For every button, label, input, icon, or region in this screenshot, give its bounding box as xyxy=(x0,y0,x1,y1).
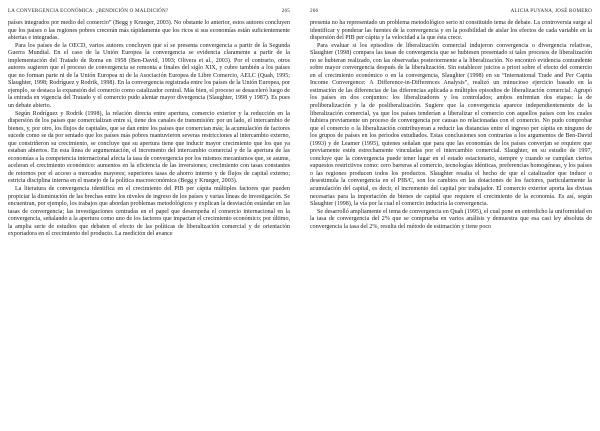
right-running-head xyxy=(310,6,592,16)
right-running-title: ALICIA PUYANA, JOSÉ ROMERO xyxy=(510,8,592,14)
right-page xyxy=(300,0,600,431)
left-body-text xyxy=(8,20,290,239)
paragraph: Según Rodríguez y Rodrik (1998), la relación directa entre apertura, comercio exterior y la reducción en la dispersión de los países que comercializan entre sí, tiene dos canales de transmisión: por un lado, el intercambio de bienes, y, por otro, los flujos de capitales, que se dan entre los países que comercian más; la acumulación de factores sucede como se da por sentado que los países más pobres mantuvieron severas restricciones al intercambio externo, que constriñeron su crecimiento, se concluye que su apertura tiene que inducir mayor crecimiento que los que ya estaban abiertos. En esta línea de argumentación, el incremento del intercambio comercial y de la apertura de las economías a la competencia internacional afecta la tasa de convergencia por los mismos mecanismos que, se asume, aceleran el crecimiento económico: aumentos en la eficiencia de las inversiones; crecimiento con tasas constantes de retornos por el acceso a mercados mayores; superiores tasas de ahorro interno y de flujos de capital externo; estricta disciplina interna en el manejo de la política macroeconómica (Begg y Krueger, 2003). xyxy=(8,110,290,185)
paragraph: Para los países de la OECD, varios autores concluyen que sí se presenta convergencia a partir de la Segunda Guerra Mundial. En el caso de la Unión Europea la convergencia se evidencia claramente a partir de la implementación del Tratado de Roma en 1958 (Ben-David, 1993; Olivera et al., 2003). Por el contrario, otros autores sugieren que el proceso de convergencia se remonta a finales del siglo XIX, y cubre también a los países que no forman parte ni de la Unión Europea ni de la Asociación Europea de Libre Comercio, AELC (Quah, 1995; Slaughter, 1998; Rodríguez y Rodrik, 1998). En la convergencia registrada entre los países de la Unión Europea, por ejemplo, se destaca la expansión del comercio como catalizador central. Más bien, el proceso se desaceleró luego de la entrada en vigencia del Tratado y el comercio pudo alentar mayor divergencia (Slaughter, 1998 y 1987). Es pues un debate abierto. xyxy=(8,42,290,110)
paragraph: países integrados por medio del comercio” (Begg y Krueger, 2003). No obstante lo anterior, estos autores concluyen que los países o las regiones pobres crecerán más rápidamente que los ricos si sus economías están suficientemente abiertas e integradas. xyxy=(8,20,290,42)
left-running-head xyxy=(8,6,290,16)
paragraph: Se desarrolló ampliamente el tema de convergencia en Quah (1995), el cual pone en entredicho la uniformidad en la tasa de convergencia del 2% que se comprueba en varios análisis y demuestra que esa casi ley absoluta de convergencia la tasa del 2%, resulta del método de estimación y tiene poco xyxy=(310,208,592,230)
left-page-number: 265 xyxy=(281,8,290,14)
paragraph: La literatura de convergencia identifica en el crecimiento del PIB per cápita múltiples factores que pueden propiciar la disminución de las brechas entre los niveles de ingreso de los países y varias líneas de investigación. Se encuentran, por ejemplo, los trabajos que abordan problemas metodológicos y explican la desviación estándar en las tasas de convergencia; las investigaciones centradas en el papel que desempeña el comercio internacional en la convergencia, señalando a la apertura como uno de los factores que impactan el crecimiento económico; por último, la amplia serie de estudios que debaten el efecto de las políticas de liberalización comercial y de orientación exportadora en el crecimiento del producto. La medición del avance xyxy=(8,186,290,238)
right-body-text xyxy=(310,20,592,231)
paragraph: Para evaluar si los episodios de liberalización comercial indujeron convergencia o divergencia relativas, Slaughter (1998) compara las tasas de convergencia que se hubiesen presentado si tales procesos de liberalización no se hubieran realizado, con las observadas posteriormente a la liberalización. No encontró evidencia contundente sobre mayor convergencia después de la liberalización. Sin establecer juicios a priori sobre el efecto del comercio en el crecimiento económico o en la convergencia, Slaughter (1998) en su “International Trade and Per Capita Income Convergence: A Difference-in-Differences Analysis”, realizó un minucioso ejercicio basado en la estimación de las diferencias de las diferencias aplicada a múltiples episodios de liberalización comercial. Agrupó los países en dos conjuntos: los liberalizadores y los controlados; ambos enfrentan dos etapas: la de preliberalización y la de posliberalización. Sugiere que la convergencia aparece independientemente de la liberalización comercial, ya que los países tenderían a liberalizar el comercio con aquellos países con los cuales hubiera previamente un proceso de convergencia por causas no relacionadas con el comercio. No pudo comprobar que el comercio o la liberalización contribuyeran a reducir las distancias entre el ingreso per cápita en ninguno de los grupos de países en los periodos estudiados. Estas conclusiones son contrarias a los argumentos de Ben-David (1993) y de Leamer (1995), quienes señalan que para que las economías de los países converjan se requiere que previamente estén estrechamente vinculadas por el intercambio comercial. Slaughter, en su estudio de 1997, concluye que la convergencia puede tener lugar en el estado estacionario, siempre y cuando se cumplan ciertos supuestos restrictivos como: cero barreras al comercio, tecnologías idénticas, preferencias homogéneas, y los países o las regiones producen todos los productos. Slaughter resalta el hecho de que el catalizador que induce o desestimula la convergencia en el PIB/C, son los cambios en las dotaciones de los factores, particularmente la acumulación del capital, es decir, el incremento del capital por trabajador. El comercio exterior aporta las divisas necesarias para la importación de bienes de capital que requiere el crecimiento de la economía. Es así, según Slaughter (1998), la vía por la cual el comercio induciría la convergencia. xyxy=(310,42,592,208)
paragraph: presenta no ha representado un problema metodológico serio ni constituido tema de debate. La controversia surge al identificar y ponderar las fuentes de la convergencia y en la posibilidad de aislar los efectos de cada variable en la dispersión del PIB per cápita y la velocidad a la que ésta crece. xyxy=(310,20,592,42)
right-page-number: 266 xyxy=(310,8,319,14)
left-running-title: LA CONVERGENCIA ECONÓMICA: ¿BENDICIÓN O MALDICIÓN? xyxy=(8,8,169,14)
